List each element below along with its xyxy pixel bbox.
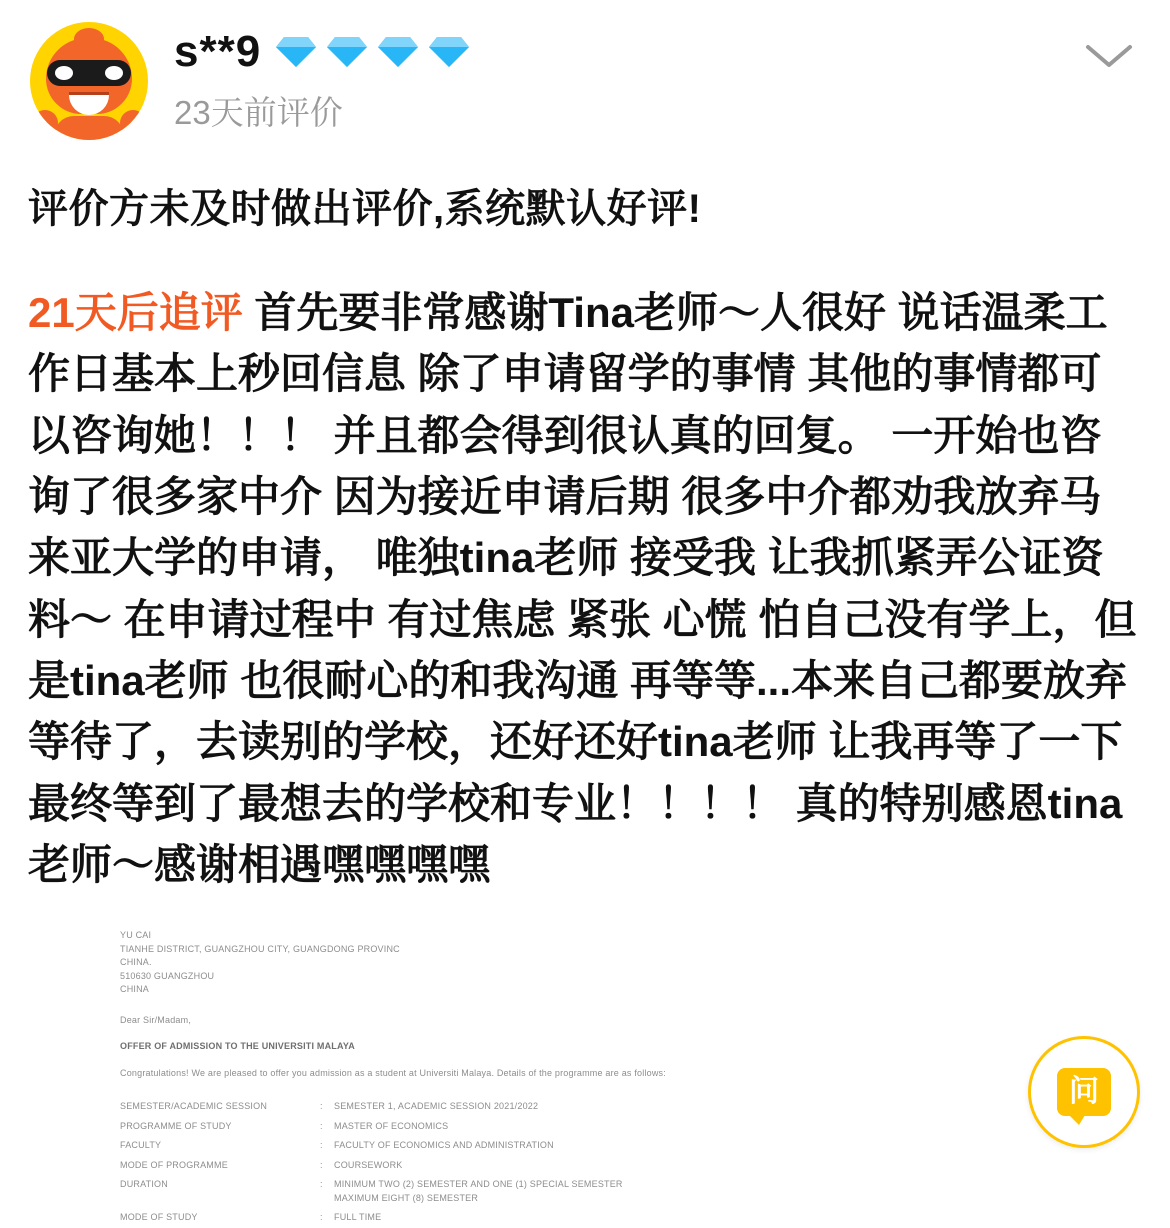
collapse-button[interactable] <box>1082 36 1136 76</box>
avatar <box>30 22 148 140</box>
table-row <box>120 1097 820 1117</box>
user-name: s**9 <box>174 27 262 76</box>
diamond-icon <box>326 35 368 69</box>
detail-colon: : <box>320 1159 323 1170</box>
detail-value: FACULTY OF ECONOMICS AND ADMINISTRATION <box>334 1140 554 1151</box>
review-append-comment <box>28 282 1142 895</box>
address-line: YU CAI <box>120 930 152 941</box>
ask-label: 问 <box>1069 1075 1099 1108</box>
attachment-wrapper[interactable] <box>28 929 1142 1228</box>
review-first-comment: 评价方未及时做出评价,系统默认好评! <box>28 187 702 231</box>
detail-value-line2: MAXIMUM EIGHT (8) SEMESTER <box>334 1192 479 1203</box>
table-row <box>120 1208 820 1228</box>
detail-colon: : <box>320 1101 323 1112</box>
detail-value <box>334 1175 820 1208</box>
append-text: 首先要非常感谢Tina老师～人很好 说话温柔工作日基本上秒回信息 除了申请留学的事情 其他的事情都可以咨询她！！！ 并且都会得到很认真的回复。 一开始也咨询了很多家中介 因为接近申请后期 很多中介都劝我放弃马来亚大学的申请， 唯独tina老师 接受我 让我抓紧弄公证资料～ 在申请过程中 有过焦虑 紧张 心慌 怕自己没有学上，但是tina老师 也很耐心的和我沟通 再等等...本来自己都要放弃等待了，去读别的学校，还好还好tina老师 让我再等了一下 最终等到了最想去的学校和专业！！！！ 真的特别感恩tina老师～感谢相遇嘿嘿嘿嘿 <box>28 289 1137 888</box>
review-header <box>0 0 1170 140</box>
address-line: CHINA <box>120 984 150 995</box>
detail-value: MASTER OF ECONOMICS <box>334 1120 449 1131</box>
address-line: TIANHE DISTRICT, GUANGZHOU CITY, GUANGDONG PROVINC <box>120 943 400 954</box>
detail-key: MODE OF STUDY <box>120 1212 198 1223</box>
diamond-icon <box>428 35 470 69</box>
detail-value-line1: MINIMUM TWO (2) SEMESTER AND ONE (1) SPECIAL SEMESTER <box>334 1179 623 1190</box>
chevron-down-icon <box>1084 41 1134 71</box>
detail-key: MODE OF PROGRAMME <box>120 1159 228 1170</box>
ask-question-button[interactable] <box>1028 1036 1140 1148</box>
detail-key: SEMESTER/ACADEMIC SESSION <box>120 1101 268 1112</box>
review-body <box>0 182 1170 1228</box>
detail-value: COURSEWORK <box>334 1159 403 1170</box>
review-header-text <box>174 22 1140 129</box>
avatar-claw-right <box>120 110 146 136</box>
detail-key: PROGRAMME OF STUDY <box>120 1120 232 1131</box>
user-name-row <box>174 27 1140 76</box>
table-row <box>120 1175 820 1208</box>
offer-letter-address <box>120 929 820 997</box>
detail-colon: : <box>320 1179 323 1190</box>
detail-value: SEMESTER 1, ACADEMIC SESSION 2021/2022 <box>334 1101 539 1112</box>
offer-letter-intro: Congratulations! We are pleased to offer you admission as a student at Universiti Malaya. Details of the programme are as follows: <box>120 1067 666 1078</box>
offer-letter-image[interactable] <box>120 929 820 1228</box>
append-label: 21天后追评 <box>28 289 243 336</box>
avatar-eye-left <box>55 66 73 80</box>
avatar-body <box>54 116 124 140</box>
avatar-eye-right <box>105 66 123 80</box>
chat-bubble-icon <box>1057 1068 1111 1116</box>
table-row <box>120 1136 820 1156</box>
detail-key: FACULTY <box>120 1140 162 1151</box>
detail-colon: : <box>320 1212 323 1223</box>
detail-value: FULL TIME <box>334 1212 382 1223</box>
offer-letter-subject: OFFER OF ADMISSION TO THE UNIVERSITI MALAYA <box>120 1041 355 1052</box>
table-row <box>120 1156 820 1176</box>
detail-key: DURATION <box>120 1179 168 1190</box>
diamond-icon <box>377 35 419 69</box>
address-line: 510630 GUANGZHOU <box>120 970 215 981</box>
diamond-icon <box>275 35 317 69</box>
detail-colon: : <box>320 1140 323 1151</box>
detail-colon: : <box>320 1120 323 1131</box>
offer-letter-details-table <box>120 1097 820 1228</box>
table-row <box>120 1117 820 1137</box>
offer-letter-salutation: Dear Sir/Madam, <box>120 1014 192 1025</box>
level-badges <box>275 35 470 69</box>
review-time: 23天前评价 <box>174 94 343 131</box>
address-line: CHINA. <box>120 957 152 968</box>
